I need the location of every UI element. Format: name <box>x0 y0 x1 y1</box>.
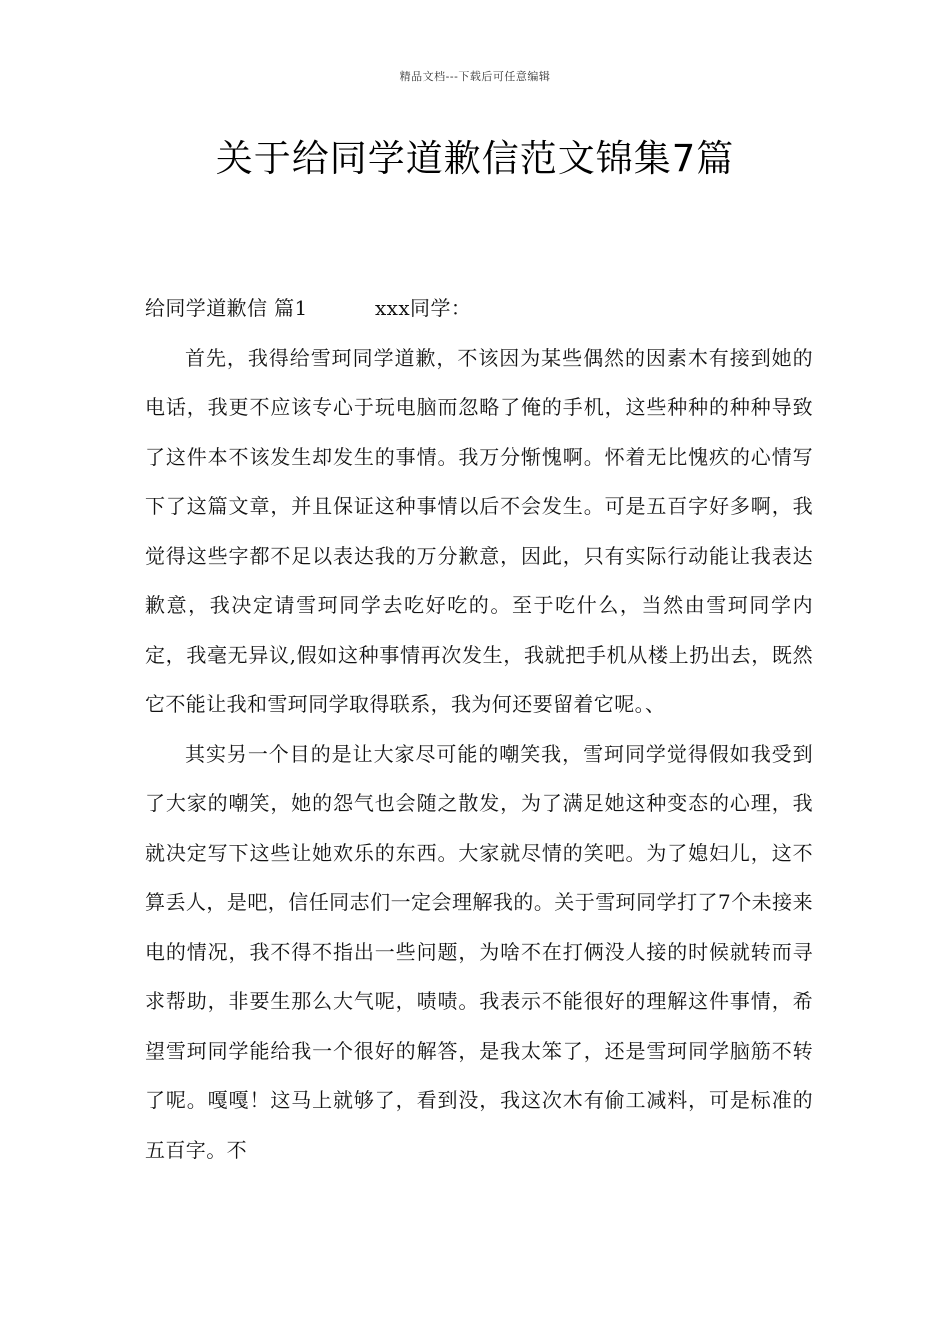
document-title: 关于给同学道歉信范文锦集7篇 <box>215 137 735 180</box>
section-heading <box>145 284 813 334</box>
paragraph: 其实另一个目的是让大家尽可能的嘲笑我，雪珂同学觉得假如我受到了大家的嘲笑，她的怨气也会随之散发，为了满足她这种变态的心理，我就决定写下这些让她欢乐的东西。大家就尽情的笑吧。为了媳妇儿，这不算丢人，是吧，信任同志们一定会理解我的。关于雪珂同学打了7个未接来电的情况，我不得不指出一些问题，为啥不在打俩没人接的时候就转而寻求帮助，非要生那么大气呢，啧啧。我表示不能很好的理解这件事情，希望雪珂同学能给我一个很好的解答，是我太笨了，还是雪珂同学脑筋不转了呢。嘎嘎！这马上就够了，看到没，我这次木有偷工减料，可是标准的五百字。不 <box>145 741 813 1162</box>
paragraph: 首先，我得给雪珂同学道歉，不该因为某些偶然的因素木有接到她的电话，我更不应该专心于玩电脑而忽略了俺的手机，这些种种的种种导致了这件本不该发生却发生的事情。我万分惭愧啊。怀着无比愧疚的心情写下了这篇文章，并且保证这种事情以后不会发生。可是五百字好多啊，我觉得这些字都不足以表达我的万分歉意，因此，只有实际行动能让我表达歉意，我决定请雪珂同学去吃好吃的。至于吃什么，当然由雪珂同学内定，我毫无异议,假如这种事情再次发生，我就把手机从楼上扔出去，既然它不能让我和雪珂同学取得联系，我为何还要留着它呢。、 <box>145 345 813 716</box>
salutation: xxx同学： <box>375 296 472 320</box>
section-label: 给同学道歉信 篇1 <box>145 296 308 320</box>
document-body <box>145 284 813 1175</box>
header-note: 精品文档---下载后可任意编辑 <box>399 70 551 83</box>
